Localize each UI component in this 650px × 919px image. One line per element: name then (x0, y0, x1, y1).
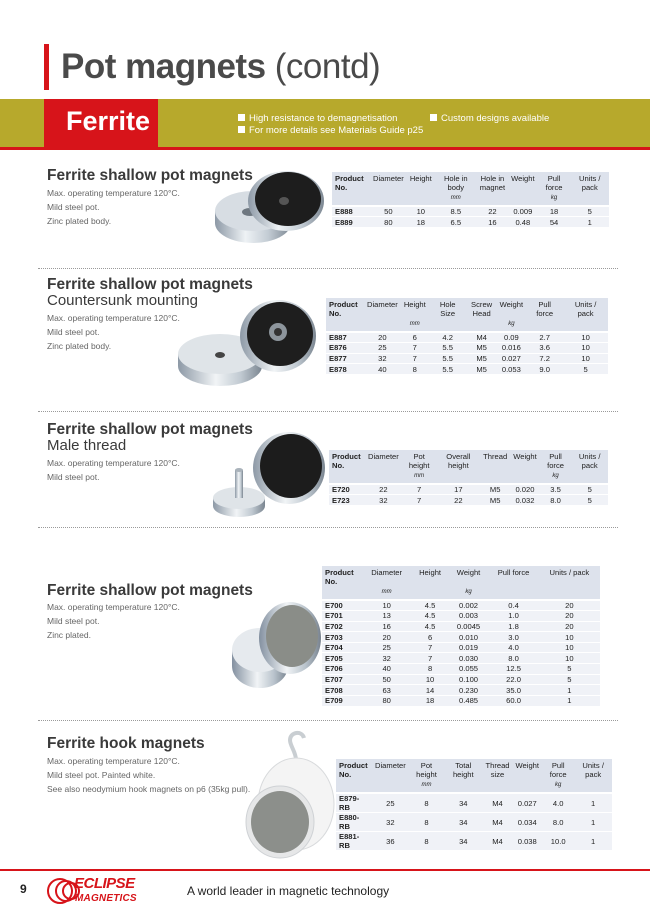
spec-table (332, 172, 609, 227)
col-header: Total height (444, 759, 482, 781)
table-row: E702 16 4.5 0.0045 1.8 20 (322, 621, 600, 632)
col-header: Pull force (488, 566, 538, 588)
spec-table (322, 566, 600, 706)
footer-rule (0, 869, 650, 871)
unit-label: kg (538, 194, 571, 206)
col-header: Diameter (372, 759, 409, 781)
col-header: Height (407, 172, 435, 194)
square-bullet-icon (430, 114, 437, 121)
col-header: Weight (449, 566, 489, 588)
table-row: E708 63 14 0.230 35.0 1 (322, 685, 600, 696)
footer-tagline: A world leader in magnetic technology (187, 884, 390, 898)
col-header: Height (411, 566, 448, 588)
col-header: Pull force (526, 298, 563, 320)
col-header: Weight (510, 450, 540, 472)
table-row: E889 80 18 6.5 16 0.48 54 1 (332, 217, 609, 228)
section-desc: Max. operating temperature 120°C. Mild steel pot. Zinc plated. (47, 602, 180, 640)
band-underline (0, 147, 650, 150)
band-bullets-right (430, 113, 549, 125)
shallow-pot-magnet-image (226, 590, 326, 700)
page-number: 9 (20, 882, 27, 896)
band-bullets-left (238, 113, 423, 137)
table-row: E881-RB 36 8 34 M4 0.038 10.0 1 (336, 832, 612, 851)
section-desc: Max. operating temperature 120°C. Mild steel pot. Zinc plated body. (47, 313, 180, 351)
section-divider (38, 268, 618, 269)
section-subtitle: Countersunk mounting (47, 292, 198, 309)
title-accent-bar (44, 44, 49, 90)
male-thread-pot-magnet-image (205, 424, 330, 524)
col-header: Product No. (329, 450, 365, 472)
spec-table (329, 450, 608, 505)
section-title: Ferrite shallow pot magnets (47, 167, 253, 184)
table-row: E700 10 4.5 0.002 0.4 20 (322, 600, 600, 611)
category-label: Ferrite (66, 106, 151, 136)
col-header: Pot height (409, 759, 444, 781)
unit-label: kg (542, 781, 574, 793)
page-title: Pot magnets (contd) (61, 47, 381, 86)
col-header: Product No. (332, 172, 370, 194)
table-row: E709 80 18 0.485 60.0 1 (322, 695, 600, 706)
table-row: E888 50 10 8.5 22 0.009 18 5 (332, 206, 609, 217)
col-header: Weight (513, 759, 543, 781)
band-bullet: For more details see Materials Guide p25 (238, 125, 423, 137)
page-title-wrap (44, 44, 380, 90)
table-row: E720 22 7 17 M5 0.020 3.5 5 (329, 484, 608, 495)
logo-subtext: MAGNETICS (75, 893, 137, 904)
col-header: Product No. (326, 298, 364, 320)
col-header: Diameter (364, 298, 401, 320)
unit-label: mm (362, 588, 411, 600)
col-header: Weight (497, 298, 527, 320)
band-bullet: High resistance to demagnetisation (238, 113, 423, 125)
col-header: Diameter (365, 450, 402, 472)
section-title: Ferrite shallow pot magnets (47, 582, 253, 599)
unit-label: mm (409, 781, 444, 793)
col-header: Height (401, 298, 429, 320)
col-header: Pot height (402, 450, 437, 472)
col-header: Thread size (482, 759, 512, 781)
section-desc: Max. operating temperature 120°C. Mild steel pot. Painted white. See also neodymium hook magnets on p6 (35kg pull). (47, 756, 251, 794)
spec-table (336, 759, 612, 850)
shallow-pot-magnet-image (208, 165, 328, 250)
col-header: Pull force (540, 450, 572, 472)
col-header: Units / pack (571, 172, 610, 194)
table-row: E887 20 6 4.2 M4 0.09 2.7 10 (326, 332, 608, 343)
section-divider (38, 720, 618, 721)
section-desc: Max. operating temperature 120°C. Mild steel pot. (47, 458, 180, 482)
table-row: E706 40 8 0.055 12.5 5 (322, 664, 600, 675)
section-subtitle: Male thread (47, 437, 127, 454)
band-bullet: Custom designs available (430, 113, 549, 125)
section-title: Ferrite shallow pot magnets (47, 276, 253, 293)
spec-table (326, 298, 608, 374)
unit-label: mm (435, 194, 477, 206)
section-divider (38, 527, 618, 528)
col-header: Screw Head (467, 298, 497, 320)
table-row: E701 13 4.5 0.003 1.0 20 (322, 611, 600, 622)
col-header: Weight (508, 172, 538, 194)
table-row: E707 50 10 0.100 22.0 5 (322, 674, 600, 685)
col-header: Thread (480, 450, 510, 472)
col-header: Product No. (336, 759, 372, 781)
unit-label: kg (540, 472, 572, 484)
unit-label: mm (402, 472, 437, 484)
section-title: Ferrite shallow pot magnets (47, 421, 253, 438)
col-header: Units / pack (563, 298, 608, 320)
square-bullet-icon (238, 114, 245, 121)
table-row: E876 25 7 5.5 M5 0.016 3.6 10 (326, 343, 608, 354)
col-header: Diameter (362, 566, 411, 588)
table-row: E723 32 7 22 M5 0.032 8.0 5 (329, 495, 608, 506)
table-row: E704 25 7 0.019 4.0 10 (322, 642, 600, 653)
logo-wordmark: ECLIPSE (74, 875, 135, 892)
col-header: Units / pack (539, 566, 600, 588)
unit-label: kg (497, 320, 527, 332)
category-band (0, 99, 650, 147)
col-header: Overall height (437, 450, 481, 472)
category-label-box (44, 99, 158, 147)
hook-magnet-image (236, 724, 336, 864)
col-header: Units / pack (574, 759, 612, 781)
table-row: E703 20 6 0.010 3.0 10 (322, 632, 600, 643)
section-desc: Max. operating temperature 120°C. Mild steel pot. Zinc plated body. (47, 188, 180, 226)
col-header: Diameter (370, 172, 407, 194)
countersunk-pot-magnet-image (172, 292, 322, 392)
table-row: E878 40 8 5.5 M5 0.053 9.0 5 (326, 364, 608, 375)
col-header: Units / pack (571, 450, 608, 472)
table-row: E879-RB 25 8 34 M4 0.027 4.0 1 (336, 793, 612, 813)
section-divider (38, 411, 618, 412)
col-header: Hole in magnet (477, 172, 508, 194)
unit-label: kg (449, 588, 489, 600)
table-row: E880-RB 32 8 34 M4 0.034 8.0 1 (336, 813, 612, 832)
unit-label: mm (401, 320, 429, 332)
col-header: Hole Size (429, 298, 467, 320)
table-row: E705 32 7 0.030 8.0 10 (322, 653, 600, 664)
col-header: Product No. (322, 566, 362, 588)
section-title: Ferrite hook magnets (47, 735, 205, 752)
table-row: E877 32 7 5.5 M5 0.027 7.2 10 (326, 353, 608, 364)
col-header: Pull force (538, 172, 571, 194)
col-header: Pull force (542, 759, 574, 781)
col-header: Hole in body (435, 172, 477, 194)
square-bullet-icon (238, 126, 245, 133)
